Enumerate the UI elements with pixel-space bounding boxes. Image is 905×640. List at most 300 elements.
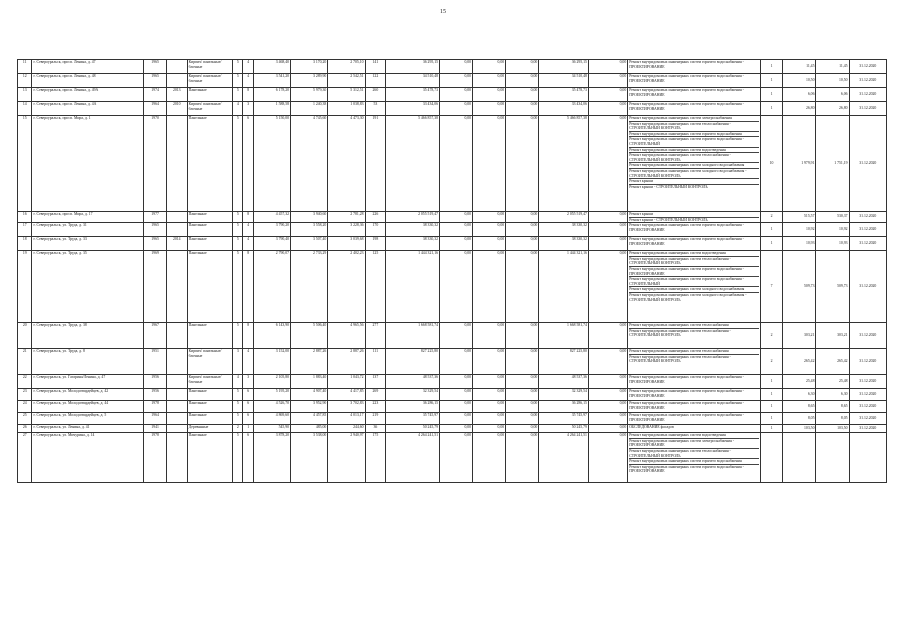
cell-y1: 1965 — [144, 237, 167, 251]
cell-a2: 2 887,26 — [291, 349, 328, 375]
cell-z4: 0,00 — [588, 74, 627, 88]
cell-date: 31.12.2020 — [849, 116, 886, 212]
work-item: Ремонт внутридомовых инженерных систем теплоснабжения — [629, 349, 758, 355]
cell-fl: 5 — [233, 212, 243, 223]
cell-mat: Кирпич/ панельные/ блочные — [187, 60, 233, 74]
cell-r1: 26,80 — [783, 102, 816, 116]
cell-no: 14 — [18, 102, 32, 116]
cell-addr: г. Североуральск, ул. Труда, д. 38 — [32, 323, 144, 349]
table-row — [18, 323, 887, 349]
cell-cost: 1 444 321,16 — [386, 251, 440, 323]
cell-fl: 4 — [233, 102, 243, 116]
cell-mat: Панельные — [187, 433, 233, 483]
cell-fl: 5 — [233, 433, 243, 483]
cell-y1: 1941 — [144, 425, 167, 433]
cell-z2: 0,00 — [473, 88, 506, 102]
work-item: Ремонт внутридомовых инженерных систем горячего водоснабжения - ПРОЕКТИРОВАНИЕ — [629, 267, 758, 277]
cell-z1: 0,00 — [440, 401, 473, 413]
work-item: Ремонт внутридомовых инженерных систем горячего водоснабжения - СТРОИТЕЛЬНЫЙ — [629, 277, 758, 287]
cell-a3: 3 039,68 — [328, 237, 365, 251]
cell-a1: 1 588,58 — [253, 102, 290, 116]
cell-y1: 1969 — [144, 251, 167, 323]
cell-z1: 0,00 — [440, 349, 473, 375]
cell-a3: 2 940,97 — [328, 433, 365, 483]
cell-a2: 5 506,40 — [291, 323, 328, 349]
work-item: Ремонт внутридомовых инженерных систем горячего водоснабжения - ПРОЕКТИРОВАНИЕ — [629, 464, 744, 474]
cell-total: 38 330,32 — [539, 223, 589, 237]
cell-z3: 0,00 — [506, 323, 539, 349]
cell-a1: 6 178,20 — [253, 88, 290, 102]
cell-addr: г. Североуральск, просп. Ленина, д. 49А — [32, 88, 144, 102]
cell-z3: 0,00 — [506, 237, 539, 251]
cell-y1: 1964 — [144, 102, 167, 116]
cell-cost: 36 286,15 — [386, 401, 440, 413]
work-item: Ремонт внутридомовых инженерных систем водоотведения — [629, 251, 758, 257]
cell-y1: 1965 — [144, 223, 167, 237]
cell-r1: 11,45 — [783, 60, 816, 74]
cell-u: 1 — [760, 425, 783, 433]
cell-z1: 0,00 — [440, 389, 473, 401]
cell-fl: 5 — [233, 401, 243, 413]
cell-en: 3 — [243, 375, 253, 389]
cell-a1: 2 105,80 — [253, 375, 290, 389]
cell-en: 6 — [243, 116, 253, 212]
cell-y2 — [166, 60, 187, 74]
cell-a3: 3 228,36 — [328, 223, 365, 237]
cell-total: 36 295,15 — [539, 60, 589, 74]
cell-cost: 5 466 857,38 — [386, 116, 440, 212]
cell-u: 1 — [760, 413, 783, 425]
cell-works — [628, 212, 760, 223]
cell-z2: 0,00 — [473, 349, 506, 375]
work-item: Ремонт внутридомовых инженерных систем горячего водоснабжения - ПРОЕКТИРОВАНИЕ — [629, 375, 744, 384]
cell-z1: 0,00 — [440, 60, 473, 74]
cell-addr: г. Североуральск, ул. Труда, д. 35 — [32, 251, 144, 323]
repair-program-table — [17, 59, 887, 483]
cell-y1: 1964 — [144, 413, 167, 425]
cell-works — [628, 389, 760, 401]
cell-a1: 545,90 — [253, 425, 290, 433]
cell-ppl: 137 — [365, 375, 386, 389]
cell-a1: 2 790,07 — [253, 251, 290, 323]
cell-total: 5 466 857,38 — [539, 116, 589, 212]
cell-total: 32 329,54 — [539, 389, 589, 401]
cell-r2 — [816, 433, 849, 483]
work-item: Ремонт крыши — [629, 179, 758, 185]
cell-a3: 2 887,26 — [328, 349, 365, 375]
cell-z3: 0,00 — [506, 425, 539, 433]
cell-r2: 103,50 — [816, 425, 849, 433]
work-item: Ремонт внутридомовых инженерных систем водоотведения — [629, 148, 758, 154]
cell-z1: 0,00 — [440, 237, 473, 251]
cell-cost: 4 264 241,51 — [386, 433, 440, 483]
cell-a3: 244,60 — [328, 425, 365, 433]
cell-fl: 5 — [233, 116, 243, 212]
cell-no: 18 — [18, 237, 32, 251]
work-item: Ремонт внутридомовых инженерных систем теплоснабжения - СТРОИТЕЛЬНЫЙ КОНТРОЛЬ — [629, 449, 758, 459]
cell-y1: 1974 — [144, 88, 167, 102]
cell-a2: 3 558,20 — [291, 223, 328, 237]
cell-r1: 509,73 — [783, 251, 816, 323]
cell-z2: 0,00 — [473, 74, 506, 88]
cell-y2 — [166, 323, 187, 349]
cell-r1: 10,93 — [783, 237, 816, 251]
cell-z2: 0,00 — [473, 425, 506, 433]
cell-fl: 2 — [233, 425, 243, 433]
cell-no: 17 — [18, 223, 32, 237]
cell-date: 31.12.2020 — [849, 60, 886, 74]
cell-ppl: 36 — [365, 425, 386, 433]
cell-date: 31.12.2020 — [849, 237, 886, 251]
cell-no: 25 — [18, 413, 32, 425]
cell-z3: 0,00 — [506, 116, 539, 212]
work-item: Ремонт внутридомовых инженерных систем горячего водоснабжения — [629, 132, 758, 138]
cell-a2: 2 733,29 — [291, 251, 328, 323]
work-item: Ремонт внутридомовых инженерных систем теплоснабжения — [629, 323, 758, 329]
cell-r2: 530,37 — [816, 212, 849, 223]
cell-y2 — [166, 389, 187, 401]
cell-z4: 0,00 — [588, 349, 627, 375]
cell-works — [628, 401, 760, 413]
cell-a3: 2 705,10 — [328, 60, 365, 74]
cell-ppl: 277 — [365, 323, 386, 349]
cell-z2: 0,00 — [473, 413, 506, 425]
cell-addr: г. Североуральск, ул. Труда, д. 33 — [32, 237, 144, 251]
cell-en: 6 — [243, 413, 253, 425]
table-row — [18, 251, 887, 323]
cell-a3: 2 542,51 — [328, 74, 365, 88]
cell-no: 11 — [18, 60, 32, 74]
cell-r1: 265,42 — [783, 349, 816, 375]
cell-date: 31.12.2020 — [849, 223, 886, 237]
cell-a3: 1 038,83 — [328, 102, 365, 116]
cell-z4: 0,00 — [588, 251, 627, 323]
cell-addr: г. Североуральск, ул. Молодогвардейцев, д. 5 — [32, 413, 144, 425]
cell-r2: 265,42 — [816, 349, 849, 375]
cell-addr: г. Североуральск, просп. Ленина, д. 47 — [32, 60, 144, 74]
cell-mat: Панельные — [187, 413, 233, 425]
cell-cost: 1 668 581,74 — [386, 323, 440, 349]
cell-no: 24 — [18, 401, 32, 413]
cell-a1: 5 195,20 — [253, 389, 290, 401]
table-row — [18, 401, 887, 413]
cell-a1: 4 526,70 — [253, 401, 290, 413]
cell-z4: 0,00 — [588, 389, 627, 401]
cell-z2: 0,00 — [473, 433, 506, 483]
cell-fl: 5 — [233, 389, 243, 401]
cell-a1: 3 878,20 — [253, 433, 290, 483]
cell-addr: г. Североуральск, просп. Ленина, д. 48 — [32, 74, 144, 88]
cell-fl: 4 — [233, 375, 243, 389]
cell-a2: 3 170,20 — [291, 60, 328, 74]
cell-works — [628, 88, 760, 102]
cell-ppl: 191 — [365, 116, 386, 212]
cell-u: 1 — [760, 60, 783, 74]
cell-y1: 1967 — [144, 323, 167, 349]
cell-z3: 0,00 — [506, 401, 539, 413]
cell-a2: 3 952,90 — [291, 401, 328, 413]
work-item: Ремонт крыши - СТРОИТЕЛЬНЫЙ КОНТРОЛЬ — [629, 217, 708, 222]
cell-a3: 4 473,30 — [328, 116, 365, 212]
cell-a2: 3 538,00 — [291, 433, 328, 483]
cell-ppl: 122 — [365, 74, 386, 88]
cell-a1: 3 790,40 — [253, 237, 290, 251]
cell-mat: Кирпич/ панельные/ блочные — [187, 74, 233, 88]
cell-y1: 1965 — [144, 74, 167, 88]
cell-y2 — [166, 401, 187, 413]
cell-u: 1 — [760, 237, 783, 251]
cell-total: 827 225,80 — [539, 349, 589, 375]
cell-z3: 0,00 — [506, 102, 539, 116]
cell-z4: 0,00 — [588, 237, 627, 251]
cell-z4: 0,00 — [588, 425, 627, 433]
cell-a3: 4 965,56 — [328, 323, 365, 349]
cell-z3: 0,00 — [506, 375, 539, 389]
cell-cost: 35 478,73 — [386, 88, 440, 102]
cell-y1: 1970 — [144, 116, 167, 212]
page-number: 15 — [440, 9, 446, 15]
cell-u: 1 — [760, 74, 783, 88]
cell-z2: 0,00 — [473, 102, 506, 116]
cell-z1: 0,00 — [440, 223, 473, 237]
cell-mat: Панельные — [187, 401, 233, 413]
cell-u: 10 — [760, 116, 783, 212]
cell-en: 1 — [243, 425, 253, 433]
cell-r2: 10,93 — [816, 237, 849, 251]
cell-a2: 4 745,60 — [291, 116, 328, 212]
cell-addr: г. Североуральск, ул. Труда, д. 31 — [32, 223, 144, 237]
cell-fl: 5 — [233, 223, 243, 237]
cell-z4: 0,00 — [588, 212, 627, 223]
cell-date: 31.12.2020 — [849, 425, 886, 433]
cell-y2 — [166, 433, 187, 483]
work-item: Ремонт внутридомовых инженерных систем электроснабжения — [629, 116, 758, 122]
cell-date: 31.12.2020 — [849, 74, 886, 88]
table-row — [18, 237, 887, 251]
cell-fl: 5 — [233, 413, 243, 425]
cell-cost: 2 055 519,47 — [386, 212, 440, 223]
cell-z2: 0,00 — [473, 223, 506, 237]
cell-fl: 5 — [233, 237, 243, 251]
cell-a2: 1 883,40 — [291, 375, 328, 389]
cell-total: 1 444 321,16 — [539, 251, 589, 323]
cell-mat: Панельные — [187, 251, 233, 323]
cell-r2: 1 751,19 — [816, 116, 849, 212]
cell-y2 — [166, 375, 187, 389]
cell-a1: 4 457,32 — [253, 212, 290, 223]
cell-ppl: 226 — [365, 212, 386, 223]
cell-no: 16 — [18, 212, 32, 223]
work-item: Ремонт внутридомовых инженерных систем холодного водоснабжения — [629, 287, 758, 293]
cell-en: 4 — [243, 74, 253, 88]
cell-date: 31.12.2020 — [849, 375, 886, 389]
cell-a1: 3 468,40 — [253, 60, 290, 74]
work-item: Ремонт внутридомовых инженерных систем горячего водоснабжения - ПРОЕКТИРОВАНИЕ — [629, 102, 744, 111]
cell-total: 2 055 519,47 — [539, 212, 589, 223]
cell-z2: 0,00 — [473, 116, 506, 212]
cell-z3: 0,00 — [506, 251, 539, 323]
cell-r2: 10,50 — [816, 74, 849, 88]
cell-cost: 48 537,36 — [386, 375, 440, 389]
cell-u: 1 — [760, 102, 783, 116]
cell-a3: 2 402,23 — [328, 251, 365, 323]
cell-y2 — [166, 223, 187, 237]
table-row — [18, 102, 887, 116]
cell-ppl: 269 — [365, 389, 386, 401]
cell-y2 — [166, 74, 187, 88]
cell-z1: 0,00 — [440, 116, 473, 212]
cell-date — [849, 433, 886, 483]
cell-fl: 3 — [233, 349, 243, 375]
table-row — [18, 88, 887, 102]
cell-total: 33 434,06 — [539, 102, 589, 116]
cell-z3: 0,00 — [506, 389, 539, 401]
cell-mat: Панельные — [187, 323, 233, 349]
cell-a1: 4 869,60 — [253, 413, 290, 425]
work-item: Ремонт внутридомовых инженерных систем холодного водоснабжения - СТРОИТЕЛЬНЫЙ КОНТРОЛЬ — [629, 169, 758, 179]
cell-z1: 0,00 — [440, 212, 473, 223]
cell-ppl: 223 — [365, 401, 386, 413]
cell-y1: 1965 — [144, 60, 167, 74]
cell-mat: Панельные — [187, 223, 233, 237]
cell-date: 31.12.2020 — [849, 102, 886, 116]
cell-fl: 5 — [233, 60, 243, 74]
work-item: Ремонт внутридомовых инженерных систем теплоснабжения - СТРОИТЕЛЬНЫЙ КОНТРОЛЬ — [629, 153, 758, 163]
cell-z3: 0,00 — [506, 433, 539, 483]
work-item: Ремонт крыши - СТРОИТЕЛЬНЫЙ КОНТРОЛЬ — [629, 184, 708, 189]
cell-cost: 50 245,79 — [386, 425, 440, 433]
cell-a1: 5 150,00 — [253, 116, 290, 212]
cell-en: 4 — [243, 223, 253, 237]
table-row — [18, 389, 887, 401]
cell-y2 — [166, 349, 187, 375]
work-item: Ремонт внутридомовых инженерных систем теплоснабжения - СТРОИТЕЛЬНЫЙ КОНТРОЛЬ — [629, 354, 731, 364]
cell-z1: 0,00 — [440, 375, 473, 389]
cell-no: 20 — [18, 323, 32, 349]
table-row — [18, 212, 887, 223]
cell-z3: 0,00 — [506, 74, 539, 88]
cell-ppl: 53 — [365, 102, 386, 116]
cell-u: 1 — [760, 375, 783, 389]
cell-r2: 26,80 — [816, 102, 849, 116]
cell-a3: 3 702,83 — [328, 401, 365, 413]
cell-u: 1 — [760, 401, 783, 413]
cell-z3: 0,00 — [506, 88, 539, 102]
cell-r1: 303,21 — [783, 323, 816, 349]
cell-z4: 0,00 — [588, 102, 627, 116]
cell-no: 27 — [18, 433, 32, 483]
cell-en: 4 — [243, 349, 253, 375]
cell-z3: 0,00 — [506, 223, 539, 237]
cell-z1: 0,00 — [440, 88, 473, 102]
cell-addr: г. Североуральск, ул. Молодогвардейцев, д. 42 — [32, 389, 144, 401]
cell-a3: 4 013,17 — [328, 413, 365, 425]
cell-z2: 0,00 — [473, 251, 506, 323]
cell-cost: 35 745,97 — [386, 413, 440, 425]
cell-cost: 32 329,54 — [386, 389, 440, 401]
cell-mat: Панельные — [187, 389, 233, 401]
cell-a2: 4 907,40 — [291, 389, 328, 401]
cell-date: 31.12.2020 — [849, 413, 886, 425]
cell-y1: 1956 — [144, 389, 167, 401]
cell-y2: 2013 — [166, 88, 187, 102]
cell-u: 2 — [760, 349, 783, 375]
cell-ppl: 175 — [365, 433, 386, 483]
cell-z4: 0,00 — [588, 223, 627, 237]
cell-z4: 0,00 — [588, 401, 627, 413]
cell-r1: 1 979,91 — [783, 116, 816, 212]
cell-fl: 5 — [233, 323, 243, 349]
cell-r2: 8,65 — [816, 401, 849, 413]
cell-total: 48 537,36 — [539, 375, 589, 389]
cell-ppl: 170 — [365, 223, 386, 237]
cell-total: 35 478,73 — [539, 88, 589, 102]
cell-mat: Кирпич/ панельные/ блочные — [187, 102, 233, 116]
cell-r1 — [783, 433, 816, 483]
work-item: Ремонт внутридомовых инженерных систем горячего водоснабжения - ПРОЕКТИРОВАНИЕ — [629, 401, 744, 410]
work-item: Ремонт крыши — [629, 212, 758, 218]
cell-y1: 1956 — [144, 375, 167, 389]
cell-mat: Кирпич/ панельные/ блочные — [187, 349, 233, 375]
cell-en: 4 — [243, 237, 253, 251]
cell-works — [628, 102, 760, 116]
cell-mat: Панельные — [187, 116, 233, 212]
cell-cost: 827 225,80 — [386, 349, 440, 375]
cell-en: 4 — [243, 60, 253, 74]
cell-a1: 6 143,90 — [253, 323, 290, 349]
cell-a3: 1 043,72 — [328, 375, 365, 389]
cell-r2: 509,73 — [816, 251, 849, 323]
cell-ppl: 111 — [365, 349, 386, 375]
cell-z2: 0,00 — [473, 60, 506, 74]
cell-y2 — [166, 116, 187, 212]
cell-z4: 0,00 — [588, 375, 627, 389]
cell-ppl: 198 — [365, 237, 386, 251]
cell-total: 38 330,32 — [539, 237, 589, 251]
cell-r1: 8,65 — [783, 401, 816, 413]
table-row — [18, 425, 887, 433]
cell-z2: 0,00 — [473, 323, 506, 349]
work-item: Ремонт внутридомовых инженерных систем горячего водоснабжения - СТРОИТЕЛЬНЫЙ — [629, 137, 758, 147]
cell-z3: 0,00 — [506, 60, 539, 74]
cell-addr: г. Североуральск, просп. Ленина, д. 4А — [32, 102, 144, 116]
cell-en: 8 — [243, 212, 253, 223]
table-body — [18, 60, 887, 483]
cell-a1: 3 790,20 — [253, 223, 290, 237]
cell-works — [628, 74, 760, 88]
cell-y2 — [166, 251, 187, 323]
cell-a1: 3 541,20 — [253, 74, 290, 88]
cell-fl: 5 — [233, 251, 243, 323]
cell-y2: 2010 — [166, 102, 187, 116]
cell-en: 8 — [243, 88, 253, 102]
cell-u: 1 — [760, 223, 783, 237]
cell-mat: Панельные — [187, 237, 233, 251]
cell-y2 — [166, 413, 187, 425]
cell-ppl: 260 — [365, 88, 386, 102]
cell-en: 6 — [243, 433, 253, 483]
cell-en: 8 — [243, 251, 253, 323]
work-item: Ремонт внутридомовых инженерных систем горячего водоснабжения - ПРОЕКТИРОВАНИЕ — [629, 223, 744, 232]
cell-total: 4 264 241,51 — [539, 433, 589, 483]
cell-y2: 2014 — [166, 237, 187, 251]
cell-r1: 103,50 — [783, 425, 816, 433]
work-item: Ремонт внутридомовых инженерных систем теплоснабжения - СТРОИТЕЛЬНЫЙ КОНТРОЛЬ — [629, 122, 758, 132]
cell-addr: г. Североуральск, ул. Молодогвардейцев, д. 44 — [32, 401, 144, 413]
cell-mat: Деревянные — [187, 425, 233, 433]
cell-no: 19 — [18, 251, 32, 323]
cell-z2: 0,00 — [473, 389, 506, 401]
